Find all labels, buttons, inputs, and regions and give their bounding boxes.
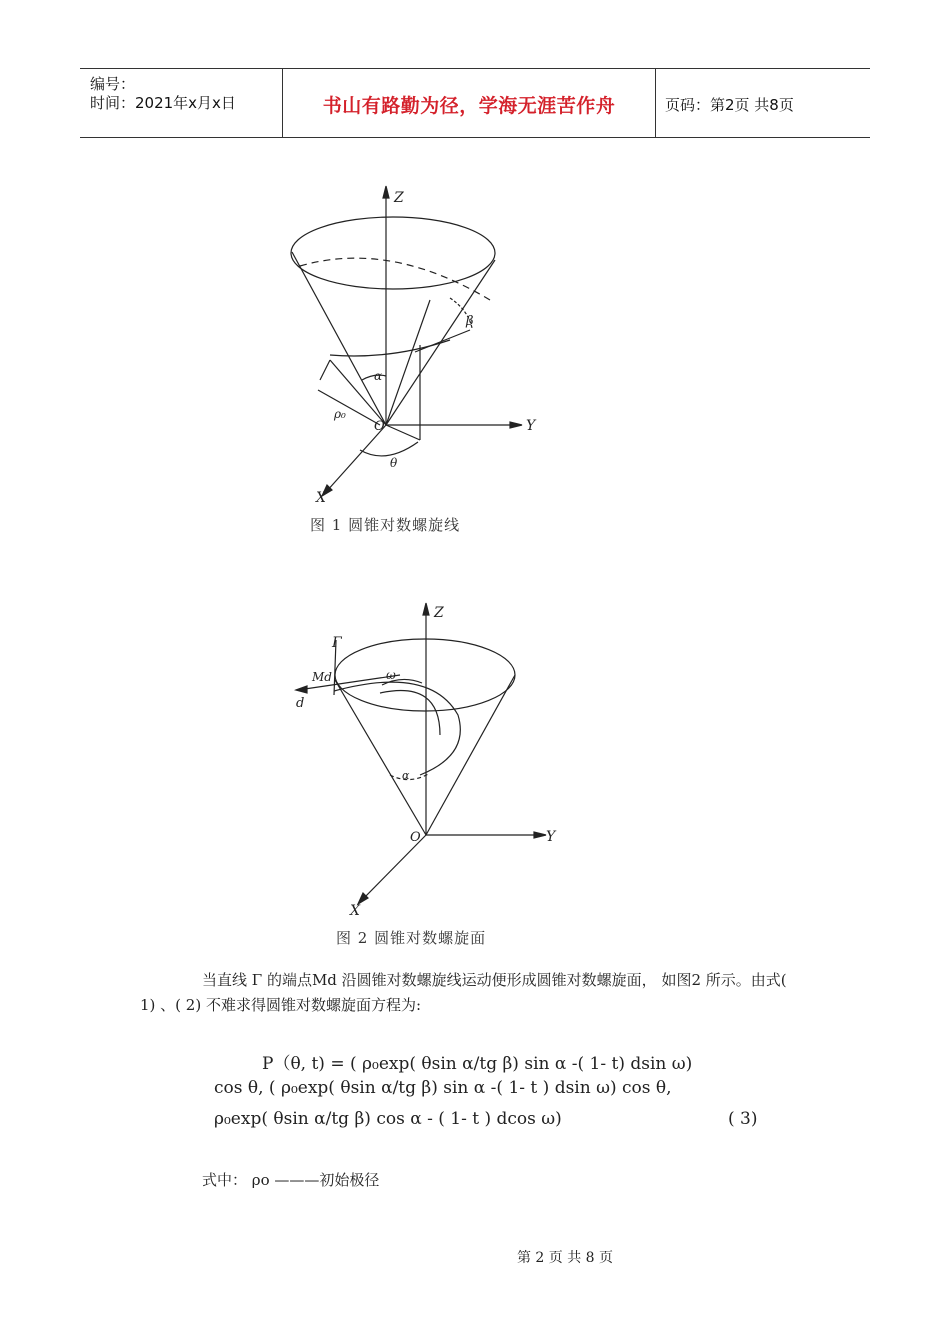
equation-line-1: P（θ, t) = ( ρ₀exp( θsin α/tg β) sin α -( 1- t) dsin ω) [262,1054,693,1074]
fig1-x-label: X [316,490,326,506]
fig1-y-label: Y [526,418,536,434]
page-footer: 第 2 页 共 8 页 [516,1250,614,1266]
fig2-md-label: Md [312,670,332,684]
fig1-theta-label: θ [390,456,398,470]
equation-number: ( 3) [728,1109,758,1129]
fig1-o-label: O [374,419,385,434]
fig2-o-label: O [410,830,421,845]
fig2-alpha-label: α [402,769,410,782]
where-line: 式中： ρo ———初始极径 [202,1171,380,1189]
number-label: 编号： [90,75,136,93]
figure-1-caption: 图 1 圆锥对数螺旋线 [310,516,461,534]
figure-2-caption: 图 2 圆锥对数螺旋面 [336,929,487,947]
figure-1-diagram [290,180,550,510]
fig1-rho0-label: ρ₀ [334,407,346,421]
fig1-beta-label: β [466,314,474,329]
fig2-z-label: Z [434,605,444,621]
fig1-alpha-label: α [374,369,383,383]
page-header [80,68,870,138]
date-label: 时间：2021年x月x日 [90,94,236,112]
header-page-cell [655,69,870,137]
fig1-z-label: Z [394,190,404,206]
fig2-x-label: X [350,903,360,919]
motto-text: 书山有路勤为径，学海无涯苦作舟 [322,95,616,117]
fig2-y-label: Y [546,829,556,845]
equation-line-3: ρ₀exp( θsin α/tg β) cos α - ( 1- t ) dcos ω) [214,1109,562,1129]
header-motto-cell [282,69,656,137]
figure-2-diagram [290,595,560,920]
equation-line-2: cos θ, ( ρ₀exp( θsin α/tg β) sin α -( 1- t ) dsin ω) cos θ, [214,1078,672,1098]
body-paragraph: 当直线 Γ 的端点Md 沿圆锥对数螺旋线运动便形成圆锥对数螺旋面， 如图2 所示。由式( 1) 、( 2) 不难求得圆锥对数螺旋面方程为: [140,971,787,1014]
fig2-d-label: d [296,696,305,711]
header-meta-cell [80,69,282,137]
fig2-omega-label: ω [386,668,396,682]
fig2-gamma-label: Γ [332,635,342,651]
page-info: 页码：第2页 共8页 [665,96,794,114]
